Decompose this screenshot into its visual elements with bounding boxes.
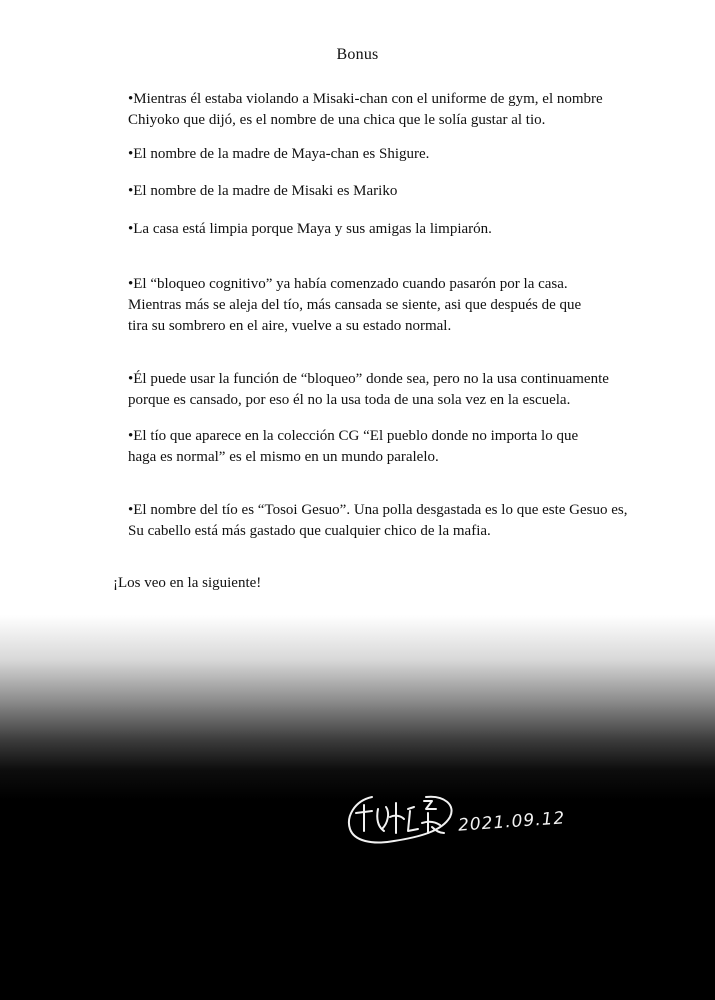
note-paragraph-1: [128, 89, 668, 131]
note-line: •El nombre de la madre de Maya-chan es Shigure.: [128, 146, 430, 162]
note-paragraph-4: [128, 219, 668, 240]
note-line: Su cabello está más gastado que cualquier chico de la mafia.: [128, 523, 491, 539]
note-line: •El “bloqueo cognitivo” ya había comenzado cuando pasarón por la casa.: [128, 276, 568, 292]
note-line: tira su sombrero en el aire, vuelve a su estado normal.: [128, 318, 452, 334]
note-line: Chiyoko que dijó, es el nombre de una chica que le solía gustar al tio.: [128, 112, 546, 128]
page-title: Bonus: [336, 46, 379, 63]
closing-line: ¡Los veo en la siguiente!: [113, 575, 262, 591]
note-line: •La casa está limpia porque Maya y sus amigas la limpiarón.: [128, 221, 492, 237]
note-line: •El nombre de la madre de Misaki es Mariko: [128, 183, 398, 199]
note-paragraph-3: [128, 181, 668, 202]
signature-date: 2021.09.12: [457, 808, 566, 836]
note-line: •Él puede usar la función de “bloqueo” donde sea, pero no la usa continuamente: [128, 371, 609, 387]
note-line: Mientras más se aleja del tío, más cansada se siente, asi que después de que: [128, 297, 582, 313]
note-paragraph-5: [128, 274, 668, 337]
note-line: •El nombre del tío es “Tosoi Gesuo”. Una polla desgastada es lo que este Gesuo es,: [128, 502, 628, 518]
note-paragraph-2: [128, 144, 668, 165]
note-paragraph-7: [128, 426, 668, 468]
note-line: porque es cansado, por eso él no la usa toda de una sola vez en la escuela.: [128, 392, 571, 408]
note-paragraph-8: [128, 500, 668, 542]
note-paragraph-6: [128, 369, 668, 411]
note-line: •El tío que aparece en la colección CG “El pueblo donde no importa lo que: [128, 428, 579, 444]
note-line: haga es normal” es el mismo en un mundo paralelo.: [128, 449, 439, 465]
note-line: •Mientras él estaba violando a Misaki-chan con el uniforme de gym, el nombre: [128, 91, 603, 107]
author-signature: [342, 787, 462, 847]
